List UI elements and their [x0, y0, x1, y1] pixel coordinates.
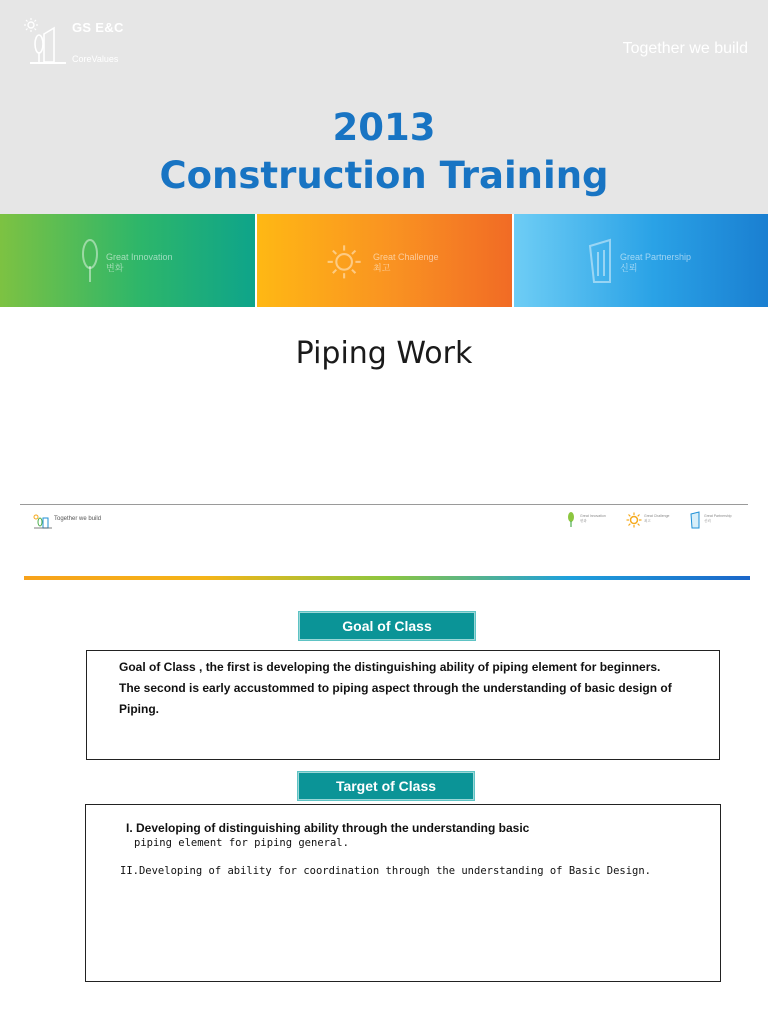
mini-challenge-sub: 최고 [644, 519, 651, 523]
target-line-1: I. Developing of distinguishing ability through the understanding basic [126, 821, 530, 835]
target-of-class-heading: Target of Class [297, 771, 475, 801]
title-main: Construction Training [159, 154, 609, 197]
goal-of-class-heading: Goal of Class [298, 611, 476, 641]
band-partnership-sub: 신뢰 [620, 263, 638, 273]
band-innovation [0, 214, 255, 307]
sun-icon [626, 512, 642, 528]
tree-icon [566, 511, 576, 527]
mini-innovation [566, 509, 626, 531]
core-values-bands [0, 214, 768, 307]
band-partnership-label: Great Partnership [620, 252, 692, 262]
mini-partnership-sub: 신뢰 [704, 519, 711, 523]
title-year: 2013 [332, 106, 436, 149]
target-of-class-box [85, 804, 721, 982]
mini-partnership-label: Great Partnership [704, 514, 732, 518]
tagline: Together we build [622, 40, 748, 57]
logo-subtitle: CoreValues [72, 54, 119, 64]
mini-challenge [626, 509, 686, 531]
band-innovation-label: Great Innovation [106, 252, 173, 262]
band-innovation-sub: 변화 [106, 263, 124, 273]
mini-partnership [690, 509, 746, 531]
slide-subtitle: Piping Work [295, 336, 473, 371]
goal-line-1: Goal of Class , the first is developing the distinguishing ability of piping element for beginners. [119, 660, 661, 674]
mini-tagline: Together we build [54, 516, 102, 522]
mini-challenge-label: Great Challenge [644, 514, 670, 518]
sun-icon [325, 238, 365, 284]
mini-logo-icon [32, 513, 54, 529]
goal-line-3: Piping. [119, 702, 159, 716]
building-icon [690, 511, 702, 529]
goal-line-2: The second is early accustommed to piping aspect through the understanding of basic design of [119, 681, 672, 695]
header-band [0, 0, 768, 214]
band-challenge-sub: 최고 [373, 263, 391, 273]
title-slide [0, 0, 768, 500]
band-challenge-label: Great Challenge [373, 252, 439, 262]
mini-innovation-label: Great Innovation [580, 514, 606, 518]
mini-innovation-sub: 변화 [580, 519, 587, 523]
band-challenge [257, 214, 512, 307]
goal-of-class-box [86, 650, 720, 760]
target-line-2: piping element for piping general. [134, 837, 349, 849]
target-line-3: II.Developing of ability for coordination through the understanding of Basic Design. [120, 865, 652, 877]
gradient-rule [24, 576, 750, 580]
class-overview-slide [0, 505, 768, 1024]
band-partnership [514, 214, 768, 307]
logo-brand: GS E&C [72, 20, 124, 35]
